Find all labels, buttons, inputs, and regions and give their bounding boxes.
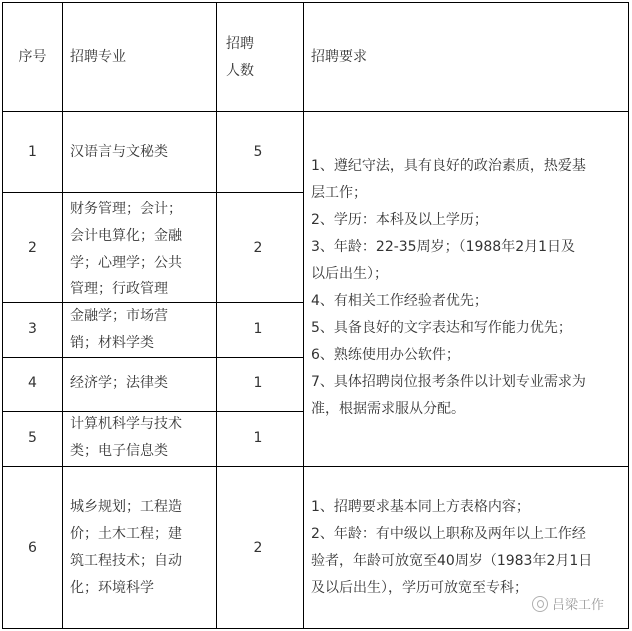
header-index: 序号	[18, 49, 47, 65]
requirements-1-line-8: 6、熟练使用办公软件；	[311, 347, 460, 363]
requirements-1-line-7: 5、具备良好的文字表达和写作能力优先；	[311, 320, 572, 336]
requirements-1-line-4: 3、年龄：22-35周岁；（1988年2月1日及	[311, 239, 576, 255]
requirements-1-line-6: 4、有相关工作经验者优先；	[311, 293, 488, 309]
row-1-index: 1	[28, 144, 37, 160]
row-2-index: 2	[28, 240, 37, 256]
row-3-major-line-2: 销；材料学类	[70, 335, 154, 351]
requirements-1-line-3: 2、学历：本科及以上学历；	[311, 212, 488, 228]
row-5-count: 1	[253, 430, 263, 446]
row-4-index: 4	[28, 375, 37, 391]
row-6-major-line-1: 城乡规划；工程造	[70, 499, 182, 515]
requirements-2-line-4: 及以后出生），学历可放宽至专科；	[311, 580, 528, 596]
row-5-major-line-1: 计算机科学与技术	[70, 416, 182, 432]
row-2-major-line-4: 管理；行政管理	[70, 281, 168, 297]
requirements-1-line-1: 1、遵纪守法，具有良好的政治素质，热爱基	[311, 158, 586, 174]
row-2-major-line-1: 财务管理；会计；	[70, 201, 182, 217]
requirements-1-line-5: 以后出生）；	[311, 266, 388, 282]
row-6-major-line-3: 筑工程技术；自动	[70, 553, 182, 569]
watermark-text: 吕梁工作	[552, 598, 605, 613]
row-6-index: 6	[28, 540, 37, 556]
header-requirements: 招聘要求	[311, 49, 367, 65]
row-1-major: 汉语言与文秘类	[70, 144, 168, 160]
requirements-1-line-2: 层工作；	[311, 185, 367, 201]
header-major: 招聘专业	[70, 49, 126, 65]
watermark	[532, 594, 604, 613]
row-2-major-line-3: 学；心理学；公共	[70, 255, 182, 271]
row-6-major-line-4: 化；环境科学	[70, 580, 154, 596]
row-6-major-line-2: 价；土木工程；建	[70, 526, 182, 542]
requirements-1-line-10: 准，根据需求服从分配。	[311, 401, 465, 417]
row-3-major-line-1: 金融学；市场营	[70, 308, 168, 324]
header-count-line-1: 招聘	[226, 36, 254, 52]
wechat-logo-icon	[532, 596, 548, 612]
requirements-2-line-3: 验者，年龄可放宽至40周岁（1983年2月1日	[311, 553, 593, 569]
row-3-count: 1	[253, 321, 263, 337]
row-2-count: 2	[253, 240, 263, 256]
requirements-2-line-1: 1、招聘要求基本同上方表格内容；	[311, 499, 530, 515]
row-2-major-line-2: 会计电算化；金融	[70, 228, 182, 244]
row-4-major: 经济学；法律类	[70, 375, 168, 391]
requirements-2-line-2: 2、年龄：有中级以上职称及两年以上工作经	[311, 526, 586, 542]
row-5-major-line-2: 类；电子信息类	[70, 443, 168, 459]
row-5-index: 5	[28, 430, 37, 446]
row-6-count: 2	[253, 540, 263, 556]
requirements-1-line-9: 7、具体招聘岗位报考条件以计划专业需求为	[311, 374, 586, 390]
row-1-count: 5	[253, 144, 263, 160]
header-count-line-2: 人数	[226, 63, 254, 79]
row-3-index: 3	[28, 321, 37, 337]
row-4-count: 1	[253, 375, 263, 391]
